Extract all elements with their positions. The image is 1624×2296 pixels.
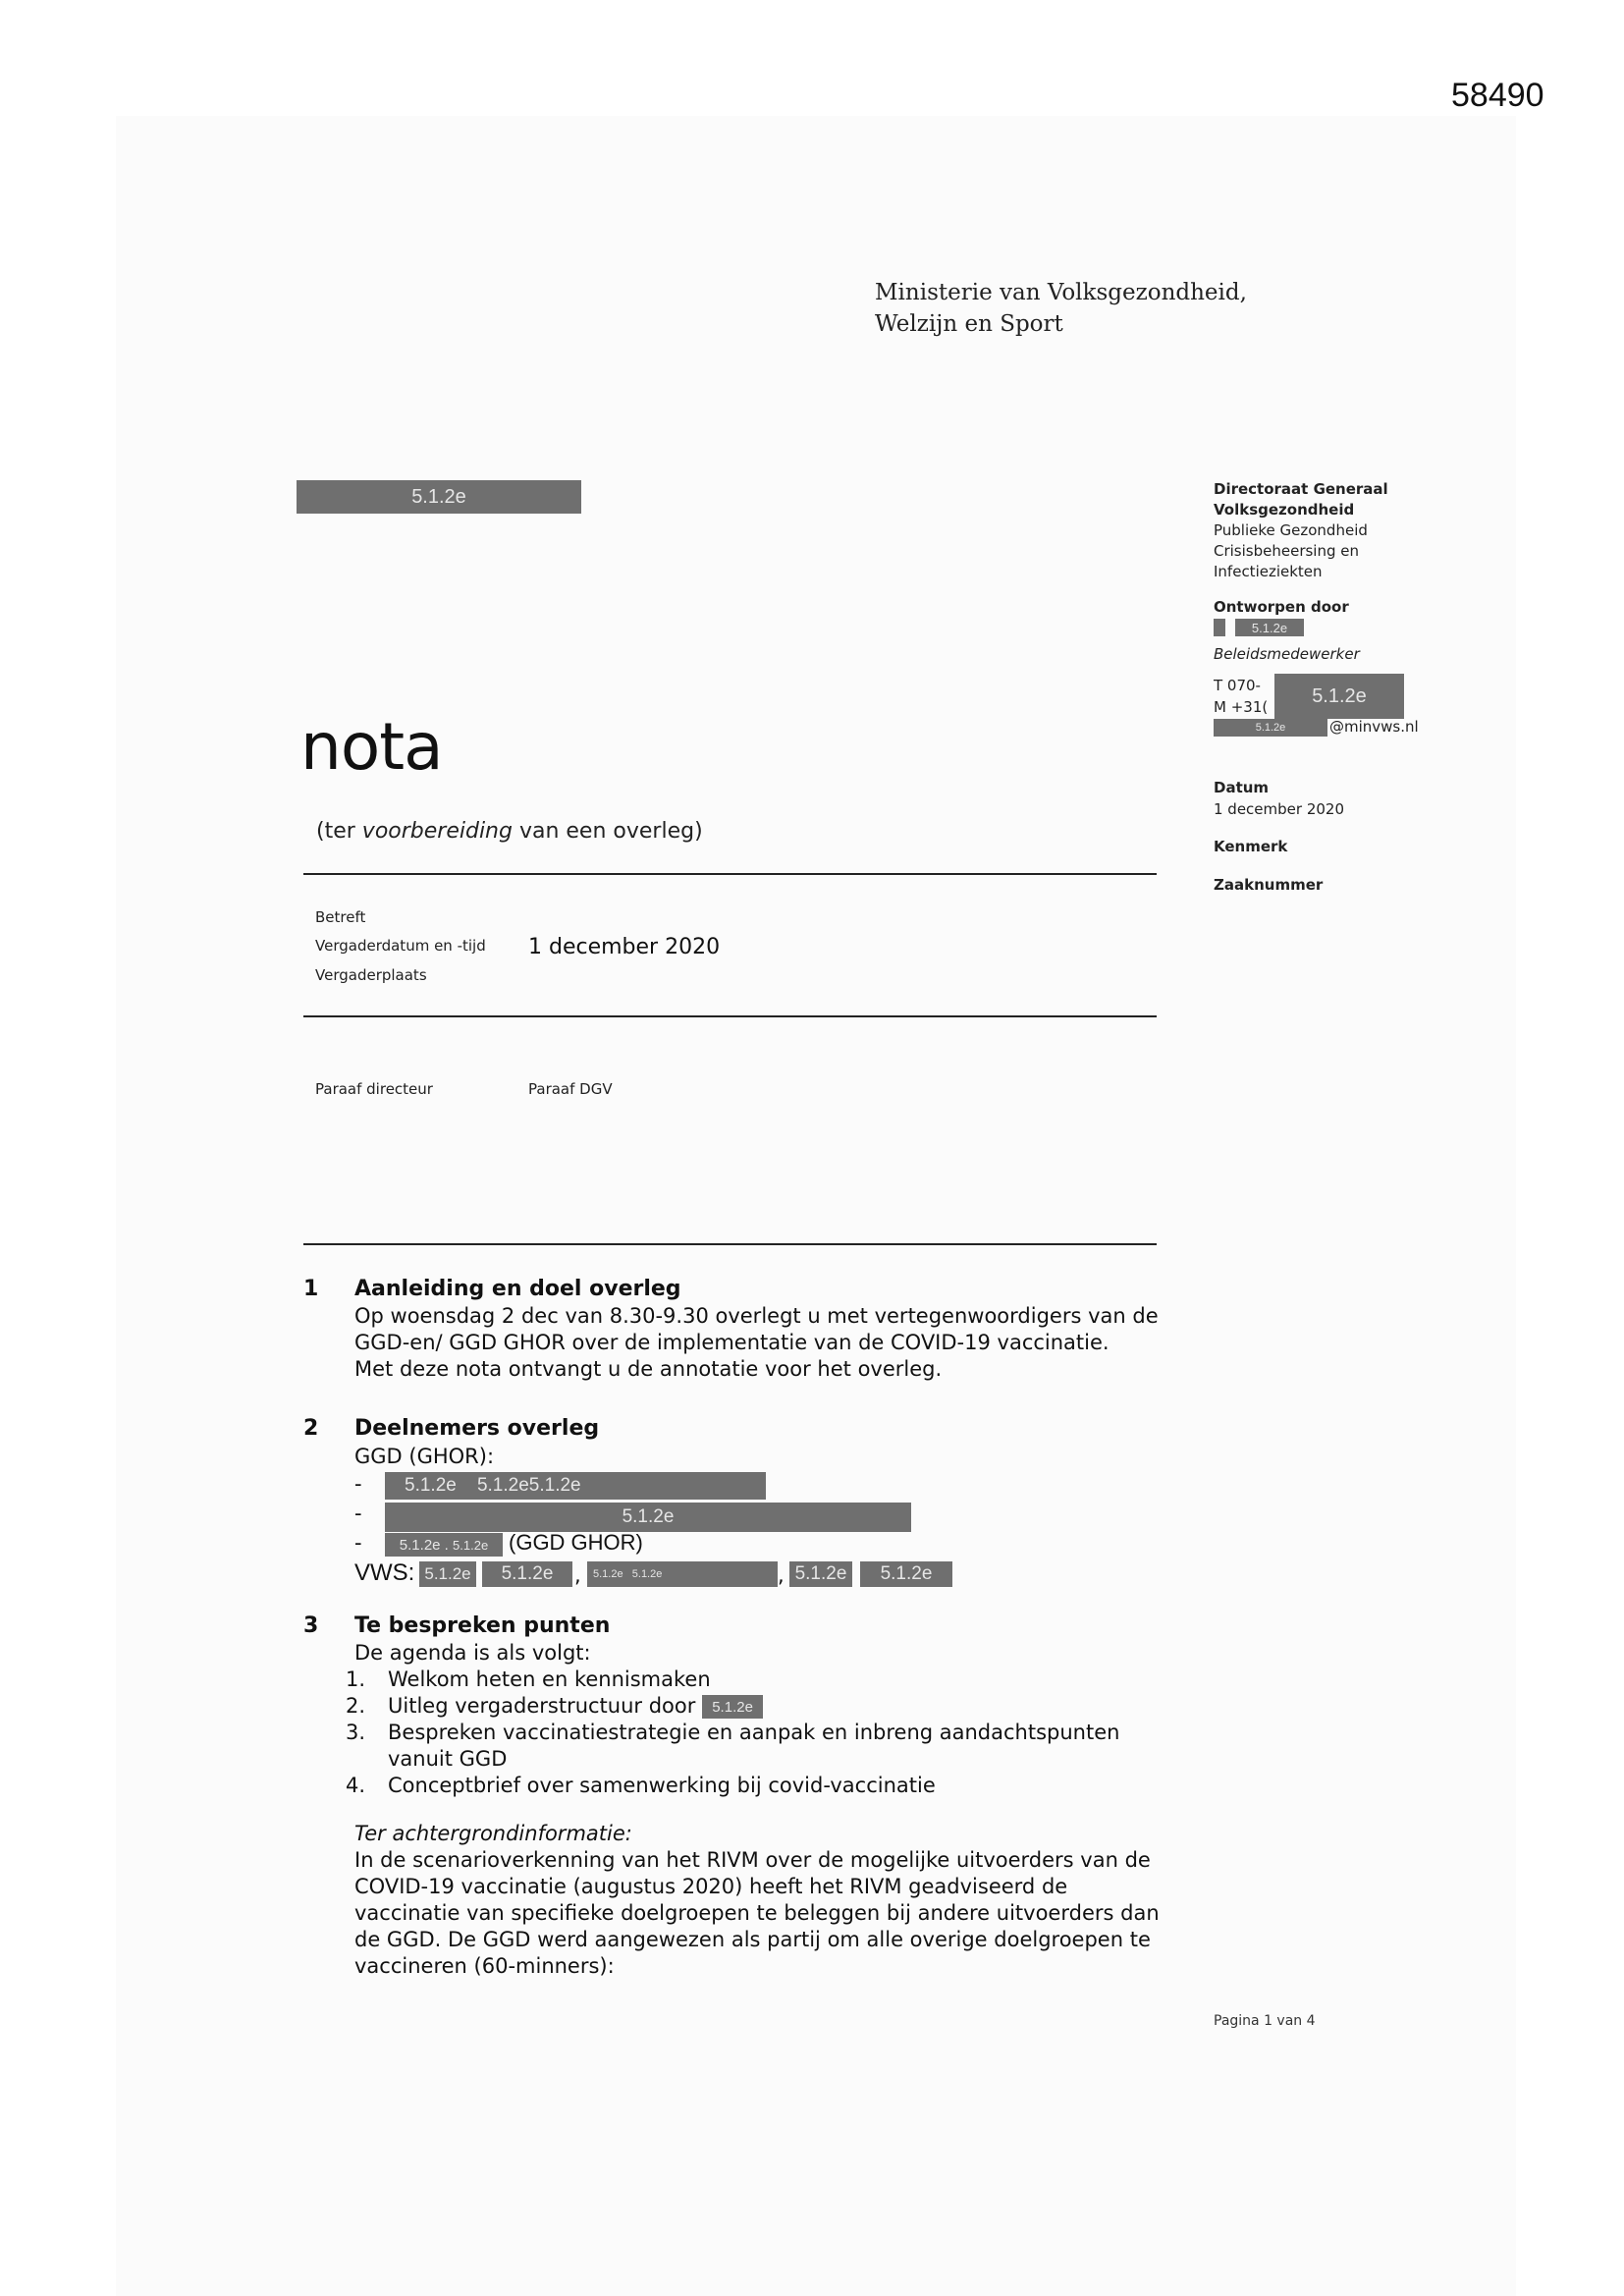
redaction-text: 5.1.2e — [476, 1475, 529, 1496]
agenda-item-number: 4. — [346, 1774, 366, 1797]
dept-line-1: Directoraat Generaal — [1214, 480, 1388, 498]
meeting-place-label: Vergaderplaats — [315, 966, 427, 984]
agenda-item — [346, 1693, 1193, 1720]
section-1-body — [354, 1303, 1159, 1383]
redaction-block — [587, 1561, 778, 1587]
background-line-2: COVID-19 vaccinatie (augustus 2020) heeft het RIVM geadviseerd de — [354, 1875, 1068, 1898]
redaction-block: 5.1.2e — [482, 1561, 572, 1587]
redaction-block: 5.1.2e — [1214, 719, 1327, 737]
case-number-label: Zaaknummer — [1214, 876, 1324, 894]
redaction-block: 5.1.2e — [419, 1561, 476, 1587]
redaction-text: 5.1.2e — [399, 1536, 441, 1554]
redaction-block: 5.1.2e — [860, 1561, 952, 1587]
redaction-text: 5.1.2e — [593, 1568, 623, 1580]
list-dash: - — [354, 1472, 362, 1496]
redaction-text: 5.1.2e — [528, 1475, 581, 1496]
subtitle-post: van een overleg) — [512, 819, 703, 844]
document-subtitle — [316, 819, 703, 844]
sidebar — [1214, 479, 1449, 582]
ministry-letterhead — [875, 277, 1247, 340]
background-text — [354, 1847, 1160, 1980]
designed-by-label: Ontworpen door — [1214, 598, 1349, 616]
agenda-item — [346, 1667, 1193, 1693]
redaction-block: 5.1.2e — [1235, 619, 1304, 636]
redaction-block — [385, 1472, 766, 1500]
subject-label: Betreft — [315, 908, 366, 926]
section-2-heading: Deelnemers overleg — [354, 1416, 600, 1441]
unit-line-1: Publieke Gezondheid — [1214, 521, 1368, 539]
list-comma: , — [574, 1563, 581, 1587]
agenda-list — [346, 1667, 1193, 1799]
redaction-block: 5.1.2e — [1274, 674, 1404, 719]
redaction-text: 5.1.2e — [631, 1568, 663, 1580]
agenda-intro: De agenda is als volgt: — [354, 1641, 591, 1665]
ggd-ghor-suffix: (GGD GHOR) — [509, 1530, 643, 1555]
section-1-line-2: GGD-en/ GGD GHOR over de implementatie van de COVID-19 vaccinatie. — [354, 1331, 1110, 1354]
subtitle-emphasis: voorbereiding — [361, 819, 513, 844]
agenda-item — [346, 1720, 1173, 1773]
dept-line-2: Volksgezondheid — [1214, 501, 1355, 519]
document-number: 58490 — [1451, 77, 1544, 114]
redaction-block: 5.1.2e — [385, 1503, 911, 1532]
unit-line-2: Crisisbeheersing en — [1214, 542, 1360, 560]
reference-label: Kenmerk — [1214, 838, 1288, 855]
divider — [303, 1243, 1157, 1245]
mobile-line: M +31( — [1214, 698, 1269, 716]
section-1-number: 1 — [303, 1277, 319, 1301]
document-title: nota — [300, 709, 443, 785]
date-value: 1 december 2020 — [1214, 800, 1345, 818]
letterhead-line-1: Ministerie van Volksgezondheid, — [875, 280, 1247, 305]
subtitle-pre: (ter — [316, 819, 362, 844]
vws-label: VWS: — [354, 1559, 415, 1586]
section-1-heading: Aanleiding en doel overleg — [354, 1277, 681, 1301]
redaction-text: 5.1.2e — [405, 1475, 457, 1496]
letterhead-line-2: Welzijn en Sport — [875, 311, 1063, 337]
agenda-item-number: 1. — [346, 1667, 366, 1691]
redaction-block — [1214, 619, 1225, 636]
meeting-date-value: 1 december 2020 — [528, 935, 721, 959]
background-line-3: vaccinatie van specifieke doelgroepen te beleggen bij andere uitvoerders dan — [354, 1901, 1160, 1925]
agenda-item — [346, 1773, 1193, 1799]
section-3-number: 3 — [303, 1613, 319, 1638]
unit-line-3: Infectieziekten — [1214, 563, 1323, 580]
agenda-item-text: Conceptbrief over samenwerking bij covid-vaccinatie — [388, 1774, 936, 1797]
role-label: Beleidsmedewerker — [1214, 645, 1360, 663]
divider — [303, 873, 1157, 875]
redaction-text: 5.1.2e — [453, 1537, 489, 1553]
signature-dgv: Paraaf DGV — [528, 1080, 613, 1098]
divider — [303, 1015, 1157, 1017]
agenda-item-text: Welkom heten en kennismaken — [388, 1667, 711, 1691]
redaction-block: 5.1.2e — [297, 480, 581, 514]
agenda-item-number: 3. — [346, 1721, 366, 1744]
page-number: Pagina 1 van 4 — [1214, 2013, 1316, 2029]
email-suffix: @minvws.nl — [1329, 718, 1419, 736]
redaction-block: 5.1.2e — [789, 1561, 852, 1587]
background-line-4: de GGD. De GGD werd aangewezen als partij om alle overige doelgroepen te — [354, 1928, 1151, 1951]
section-3-heading: Te bespreken punten — [354, 1613, 611, 1638]
signature-director: Paraaf directeur — [315, 1080, 433, 1098]
agenda-item-text: Bespreken vaccinatiestrategie en aanpak en inbreng aandachtspunten vanuit GGD — [388, 1721, 1120, 1771]
meeting-datetime-label: Vergaderdatum en -tijd — [315, 937, 486, 955]
redaction-block: 5.1.2e — [702, 1695, 763, 1719]
redaction-block: 5.1.2e . 5.1.2e — [385, 1533, 503, 1557]
section-2-number: 2 — [303, 1416, 319, 1441]
background-line-1: In de scenarioverkenning van het RIVM over de mogelijke uitvoerders van de — [354, 1848, 1151, 1872]
list-dash: - — [354, 1531, 362, 1555]
agenda-item-text: Uitleg vergaderstructuur door — [388, 1694, 696, 1718]
section-1-line-1: Op woensdag 2 dec van 8.30-9.30 overlegt u met vertegenwoordigers van de — [354, 1304, 1159, 1328]
section-1-line-3: Met deze nota ontvangt u de annotatie voor het overleg. — [354, 1357, 943, 1381]
date-label: Datum — [1214, 779, 1270, 796]
background-line-5: vaccineren (60-minners): — [354, 1954, 615, 1978]
agenda-item-number: 2. — [346, 1694, 366, 1718]
list-comma: , — [778, 1563, 785, 1587]
list-dash: - — [354, 1502, 362, 1525]
ggd-group-label: GGD (GHOR): — [354, 1445, 495, 1468]
phone-line: T 070- — [1214, 677, 1261, 694]
background-heading: Ter achtergrondinformatie: — [354, 1822, 632, 1845]
